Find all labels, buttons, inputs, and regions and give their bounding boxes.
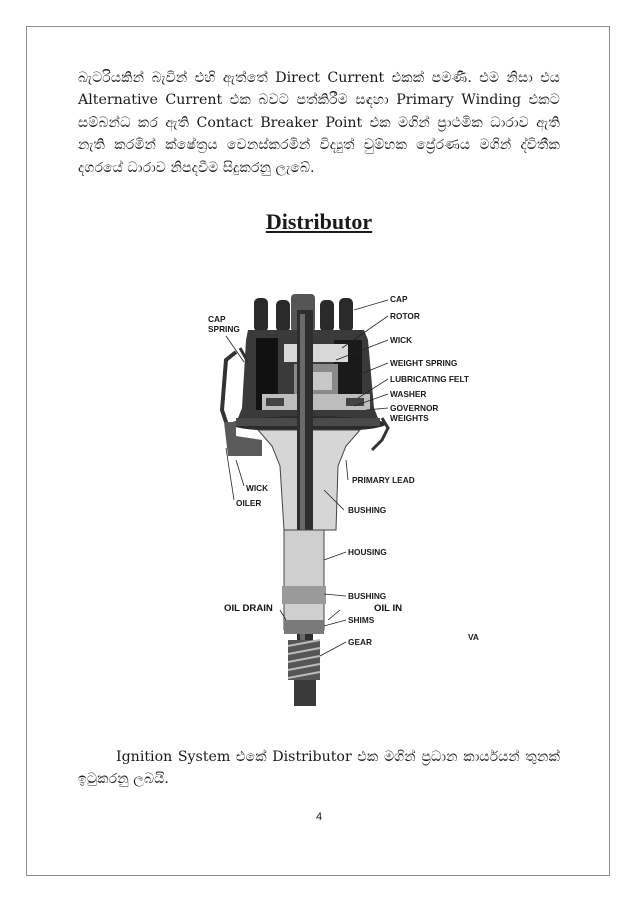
label-governor-line1: GOVERNOR (390, 403, 439, 413)
label-lubricating-felt: LUBRICATING FELT (390, 374, 469, 384)
label-primary-lead: PRIMARY LEAD (352, 475, 415, 485)
intro-paragraph: බැටරියකින් බැවින් එහි ඇත්තේ Direct Current එකක් පමණී. එම නිසා එය Alternative Current එක බවට පත්කිරීම සඳහා Primary Winding එකට සම්බන්ධ කර ඇති Contact Breaker Point එක මගින් ප්‍රාථමික ධාරාව ඇති නැති කරමින් ක්ෂේත්‍රය වෙනස්කරමින් විද්‍යුත් චුම්භක ප්‍රේරණය මගින් ද්විතීක දගරයේ ධාරාව නිපදවීම සිදුකරනු ලැබේ. (78, 70, 560, 176)
label-gear: GEAR (348, 637, 372, 647)
label-rotor: ROTOR (390, 311, 420, 321)
label-weight-spring: WEIGHT SPRING (390, 358, 458, 368)
page-number: 4 (315, 811, 323, 823)
label-oil-in: OIL IN (374, 603, 403, 614)
label-governor-line2: WEIGHTS (390, 413, 429, 423)
label-wick-top: WICK (390, 335, 413, 345)
label-wick-left: WICK (246, 483, 269, 493)
label-housing: HOUSING (348, 547, 387, 557)
label-bushing-top: BUSHING (348, 505, 387, 515)
section-heading: Distributor (265, 209, 373, 234)
label-cap-spring-line1: CAP (208, 314, 226, 324)
label-washer: WASHER (390, 389, 427, 399)
distributor-diagram (196, 290, 488, 710)
label-shims: SHIMS (348, 615, 375, 625)
label-oil-drain: OIL DRAIN (224, 603, 273, 614)
label-bushing-bottom: BUSHING (348, 591, 387, 601)
housing-lower (284, 530, 324, 630)
closing-paragraph: Ignition System එකේ Distributor එක මගින් ප්‍රධාන කාර්යයන් තුනක් ඉටුකරනු ලබයි. (78, 749, 560, 788)
label-oiler: OILER (236, 498, 262, 508)
label-corner-mark: VA (468, 632, 479, 642)
label-cap: CAP (390, 294, 408, 304)
drive-gear (288, 640, 320, 706)
label-cap-spring-line2: SPRING (208, 324, 240, 334)
